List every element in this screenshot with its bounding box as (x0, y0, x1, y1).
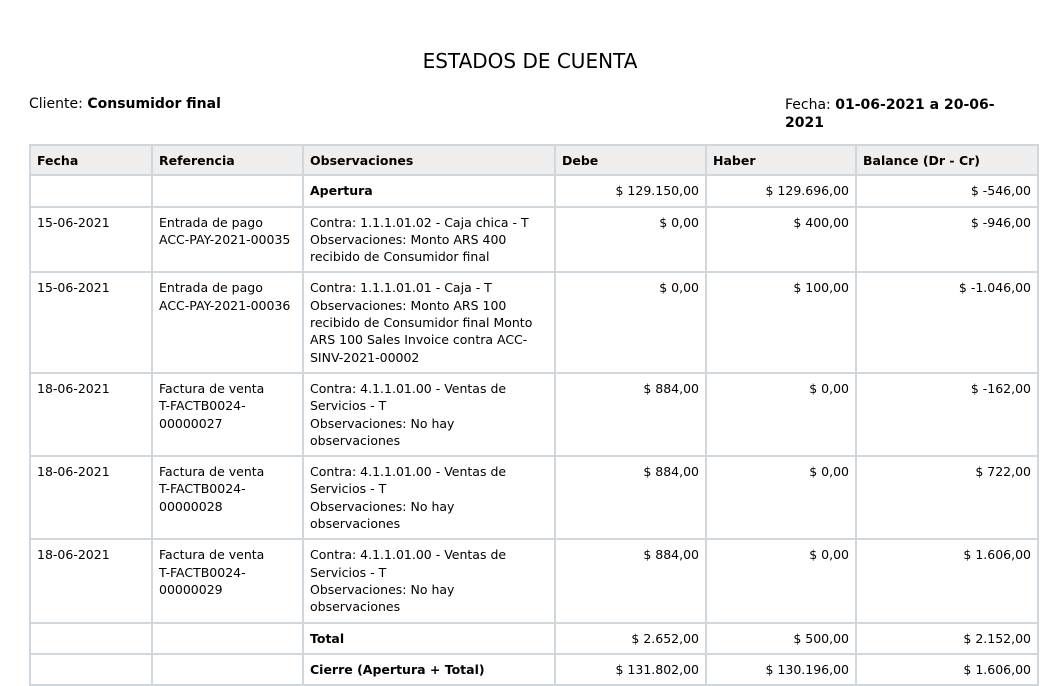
client-label: Cliente: (29, 96, 83, 112)
col-fecha: Fecha (30, 145, 152, 175)
row-referencia (152, 272, 303, 372)
ref-id: ACC-PAY-2021-00036 (159, 297, 291, 313)
closing-debe: $ 131.802,00 (555, 654, 706, 685)
row-balance: $ 1.606,00 (856, 539, 1038, 622)
row-haber: $ 0,00 (706, 456, 856, 539)
opening-label: Apertura (303, 175, 555, 206)
row-observaciones (303, 272, 555, 372)
table-row (30, 456, 1038, 539)
contra: Contra: 1.1.1.01.01 - Caja - T (310, 280, 492, 296)
client-name: Consumidor final (87, 96, 221, 112)
ref-type: Entrada de pago (159, 214, 263, 230)
empty-cell (152, 654, 303, 685)
row-debe: $ 884,00 (555, 539, 706, 622)
row-fecha: 18-06-2021 (30, 456, 152, 539)
date-label: Fecha: (785, 97, 831, 113)
contra: Contra: 4.1.1.01.00 - Ventas de Servicios - T (310, 380, 507, 414)
closing-haber: $ 130.196,00 (706, 654, 856, 685)
row-balance: $ -946,00 (856, 207, 1038, 273)
ref-type: Factura de venta (159, 380, 265, 396)
table-row (30, 373, 1038, 456)
table-header (30, 145, 1038, 175)
ref-type: Entrada de pago (159, 280, 263, 296)
row-debe: $ 0,00 (555, 272, 706, 372)
row-haber: $ 100,00 (706, 272, 856, 372)
ref-id: ACC-PAY-2021-00035 (159, 231, 291, 247)
row-observaciones (303, 456, 555, 539)
empty-cell (30, 654, 152, 685)
opening-haber: $ 129.696,00 (706, 175, 856, 206)
col-referencia: Referencia (152, 145, 303, 175)
col-debe: Debe (555, 145, 706, 175)
row-fecha: 15-06-2021 (30, 272, 152, 372)
row-haber: $ 0,00 (706, 373, 856, 456)
row-haber: $ 400,00 (706, 207, 856, 273)
row-observaciones (303, 207, 555, 273)
ref-id: T-FACTB0024-00000028 (159, 481, 246, 514)
col-observaciones: Observaciones (303, 145, 555, 175)
total-balance: $ 2.152,00 (856, 623, 1038, 654)
closing-label: Cierre (Apertura + Total) (303, 654, 555, 685)
observaciones: Observaciones: Monto ARS 100 recibido de Consumidor final Monto ARS 100 Sales Invoice contra ACC-SINV-2021-00002 (310, 297, 533, 365)
table-row (30, 539, 1038, 622)
row-debe: $ 0,00 (555, 207, 706, 273)
row-observaciones (303, 539, 555, 622)
row-balance: $ 722,00 (856, 456, 1038, 539)
closing-row (30, 654, 1038, 685)
row-referencia (152, 539, 303, 622)
total-debe: $ 2.652,00 (555, 623, 706, 654)
total-row (30, 623, 1038, 654)
row-referencia (152, 207, 303, 273)
empty-cell (30, 623, 152, 654)
total-haber: $ 500,00 (706, 623, 856, 654)
empty-cell (152, 623, 303, 654)
ref-type: Factura de venta (159, 464, 265, 480)
row-debe: $ 884,00 (555, 373, 706, 456)
col-balance: Balance (Dr - Cr) (856, 145, 1038, 175)
date-range (785, 96, 1010, 132)
row-haber: $ 0,00 (706, 539, 856, 622)
empty-cell (30, 175, 152, 206)
row-balance: $ -1.046,00 (856, 272, 1038, 372)
opening-debe: $ 129.150,00 (555, 175, 706, 206)
table-row (30, 207, 1038, 273)
row-debe: $ 884,00 (555, 456, 706, 539)
date-value: 01-06-2021 a 20-06-2021 (785, 97, 995, 131)
observaciones: Observaciones: No hay observaciones (310, 581, 455, 615)
page-title: ESTADOS DE CUENTA (422, 49, 638, 73)
observaciones: Observaciones: No hay observaciones (310, 415, 455, 448)
total-label: Total (303, 623, 555, 654)
observaciones: Observaciones: Monto ARS 400 recibido de Consumidor final (310, 231, 507, 265)
closing-balance: $ 1.606,00 (856, 654, 1038, 685)
row-referencia (152, 373, 303, 456)
contra: Contra: 4.1.1.01.00 - Ventas de Servicios - T (310, 464, 507, 497)
ref-type: Factura de venta (159, 547, 265, 563)
col-haber: Haber (706, 145, 856, 175)
opening-row (30, 175, 1038, 206)
row-balance: $ -162,00 (856, 373, 1038, 456)
client-info (29, 96, 221, 112)
empty-cell (152, 175, 303, 206)
observaciones: Observaciones: No hay observaciones (310, 498, 455, 532)
statement-table (29, 144, 1039, 686)
table-row (30, 272, 1038, 372)
contra: Contra: 1.1.1.01.02 - Caja chica - T (310, 214, 529, 230)
opening-balance: $ -546,00 (856, 175, 1038, 206)
contra: Contra: 4.1.1.01.00 - Ventas de Servicios - T (310, 547, 507, 580)
row-observaciones (303, 373, 555, 456)
row-referencia (152, 456, 303, 539)
row-fecha: 18-06-2021 (30, 539, 152, 622)
row-fecha: 18-06-2021 (30, 373, 152, 456)
row-fecha: 15-06-2021 (30, 207, 152, 273)
ref-id: T-FACTB0024-00000029 (159, 564, 246, 597)
ref-id: T-FACTB0024-00000027 (159, 398, 246, 431)
